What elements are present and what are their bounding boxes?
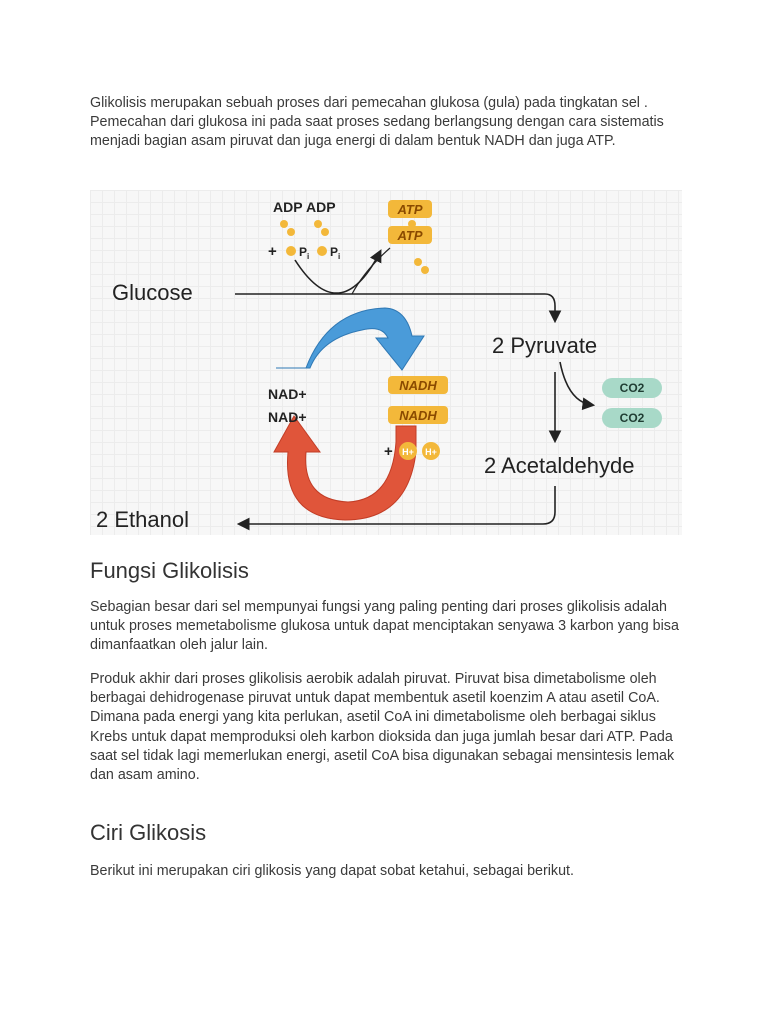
pi-label-1: $P_i$ — [299, 245, 310, 261]
phosphate-dot — [286, 246, 296, 256]
proton-label-2: H+ — [425, 447, 437, 457]
diagram-svg — [90, 190, 682, 535]
fermentation-diagram — [90, 190, 682, 535]
plus-sign: + — [384, 443, 393, 460]
proton-label-1: H+ — [402, 447, 414, 457]
co2-label-1: CO2 — [619, 381, 645, 395]
adp-label-1: ADP — [273, 199, 303, 215]
plus-sign: + — [268, 243, 277, 260]
co2-label-2: CO2 — [619, 411, 645, 425]
adp-label-2: ADP — [306, 199, 336, 215]
adp-phosphate-dot — [314, 220, 322, 228]
co2-release-arrow — [560, 362, 592, 405]
pi-label-2: $P_i$ — [330, 245, 341, 261]
fungsi-paragraph-2: Produk akhir dari proses glikolisis aerobik adalah piruvat. Piruvat bisa dimetabolisme oleh berbagai dehidrogenase piruvat untuk dapat membentuk asetil koenzim A atau asetil CoA. Dimana pada energi yang kita perlukan, asetil CoA ini dimetabolisme oleh berbagai siklus Krebs untuk dapat memproduksi oleh karbon dioksida dan juga jumlah besar dari ATP. Pada saat sel tidak lagi memerlukan energi, asetil CoA bisa digunakan sebagai mensintesis lemak dan asam amino. — [90, 671, 675, 784]
atp-label-2: ATP — [397, 228, 423, 243]
nadh-label-2: NADH — [399, 408, 437, 423]
ethanol-label: 2 Ethanol — [96, 507, 189, 532]
blue-cycle-arrow — [276, 308, 424, 370]
pyruvate-label: 2 Pyruvate — [492, 333, 598, 358]
glucose-label: Glucose — [112, 280, 193, 305]
nad-label-2: NAD+ — [268, 409, 307, 425]
section-heading-fungsi: Fungsi Glikolisis — [90, 558, 249, 583]
atp-label-1: ATP — [397, 202, 423, 217]
ciri-paragraph: Berikut ini merupakan ciri glikosis yang dapat sobat ketahui, sebagai berikut. — [90, 863, 574, 879]
adp-phosphate-dot — [321, 228, 329, 236]
acetaldehyde-label: 2 Acetaldehyde — [484, 453, 635, 478]
nad-label-1: NAD+ — [268, 386, 307, 402]
intro-paragraph: Glikolisis merupakan sebuah proses dari pemecahan glukosa (gula) pada tingkatan sel . Pemecahan dari glukosa ini pada saat proses sedang berlangsung dengan cara sistematis menjadi bagian asam piruvat dan juga energi di dalam bentuk NADH dan juga ATP. — [90, 95, 664, 150]
section-heading-ciri: Ciri Glikosis — [90, 820, 207, 845]
adp-phosphate-dot — [280, 220, 288, 228]
atp-phosphate-dot — [421, 266, 429, 274]
nadh-label-1: NADH — [399, 378, 437, 393]
red-cycle-arrow — [274, 416, 416, 520]
atp-phosphate-dot — [414, 258, 422, 266]
atp-release-arrow — [352, 248, 390, 294]
fungsi-paragraph-1: Sebagian besar dari sel mempunyai fungsi yang paling penting dari proses glikolisis adalah untuk proses memetabolisme glukosa untuk dapat menciptakan senyawa 3 karbon yang bisa dimanfaatkan oleh jalur lain. — [90, 599, 679, 654]
adp-phosphate-dot — [287, 228, 295, 236]
phosphate-dot — [317, 246, 327, 256]
